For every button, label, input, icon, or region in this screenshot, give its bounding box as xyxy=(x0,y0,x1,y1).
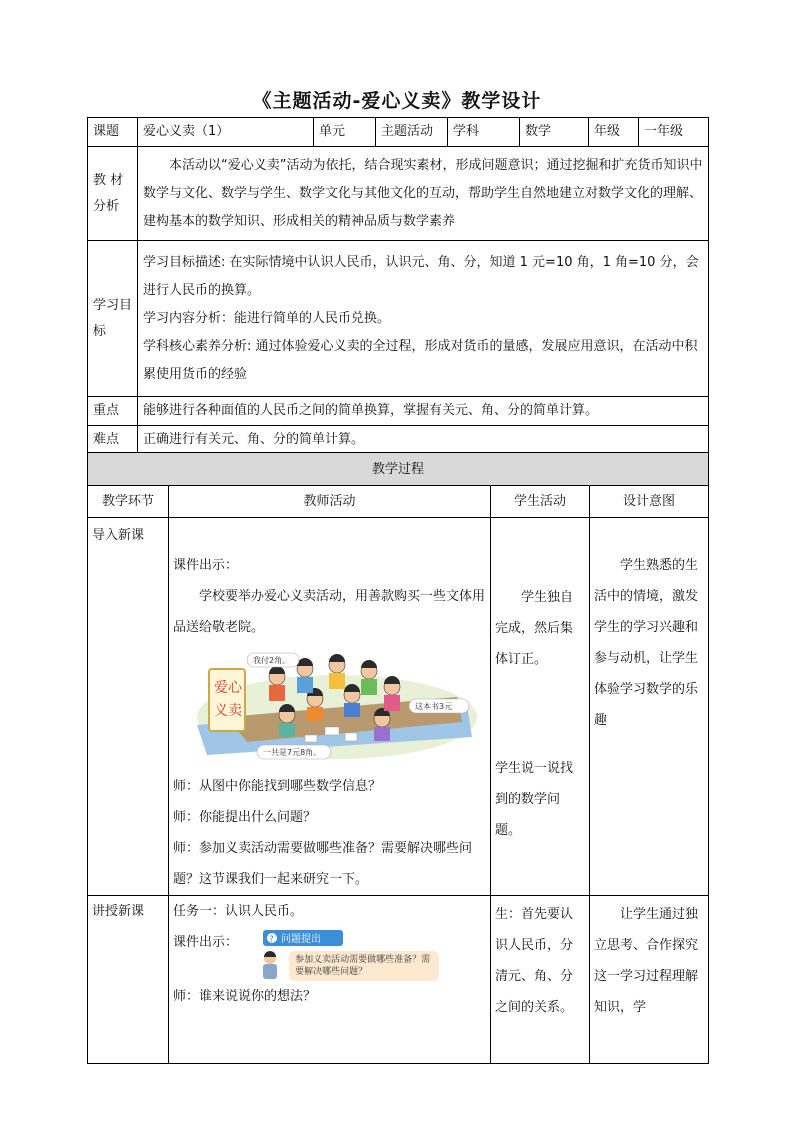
stage-intro: 导入新课 xyxy=(88,518,169,896)
student-activity-intro xyxy=(491,518,590,896)
question-tag xyxy=(263,930,343,946)
goals-cell xyxy=(138,241,709,397)
subject-value: 数学 xyxy=(520,118,589,147)
design-intent-intro xyxy=(590,518,709,896)
charity-sale-illustration xyxy=(187,647,477,765)
goals-label: 学习目标 xyxy=(88,241,138,397)
document-title: 《主题活动-爱心义卖》教学设计 xyxy=(252,90,542,112)
courseware-show-2: 课件出示： xyxy=(173,935,239,950)
scene-bubble-total: 一共是7元8角。 xyxy=(263,748,322,757)
question-tag-text: 问题提出 xyxy=(281,934,321,945)
stage-new-lesson: 讲授新课 xyxy=(88,896,169,1064)
teacher-question-3: 师：参加义卖活动需要做哪些准备？需要解决哪些问题？这节课我们一起来研究一下。 xyxy=(173,841,473,887)
topic-label: 课题 xyxy=(88,118,138,147)
unit-label: 单元 xyxy=(314,118,376,147)
key-point-text: 能够进行各种面值的人民币之间的简单换算，掌握有关元、角、分的简单计算。 xyxy=(138,397,709,426)
col-stage: 教学环节 xyxy=(88,486,169,518)
goals-content: 学习内容分析：能进行简单的人民币兑换。 xyxy=(143,310,391,326)
design-intent-new xyxy=(590,896,709,1064)
teacher-figure-icon xyxy=(257,951,283,981)
goals-description: 学习目标描述: 在实际情境中认识人民币，认识元、角、分，知道 1 元=10 角，1 角=10 分，会进行人民币的换算。 xyxy=(143,254,699,298)
teacher-question-1: 师：从图中你能找到哪些数学信息？ xyxy=(173,779,382,794)
question-mark-icon: ? xyxy=(269,935,274,945)
grade-label: 年级 xyxy=(589,118,639,147)
intent-new-text: 让学生通过独立思考、合作探究这一学习过程理解知识，学 xyxy=(594,907,699,1015)
student-intro-2: 学生说一说找到的数学问题。 xyxy=(495,761,574,838)
col-student: 学生活动 xyxy=(491,486,590,518)
courseware-show: 课件出示： xyxy=(173,558,239,573)
teacher-prompt: 师：谁来说说你的想法？ xyxy=(173,989,317,1004)
process-header: 教学过程 xyxy=(88,453,709,486)
difficulty-label: 难点 xyxy=(88,426,138,455)
student-intro-1: 学生独自完成，然后集体订正。 xyxy=(495,590,574,667)
analysis-label: 教 材分析 xyxy=(88,147,138,241)
col-teacher: 教师活动 xyxy=(169,486,491,518)
analysis-text: 本活动以“爱心义卖”活动为依托，结合现实素材，形成问题意识；通过挖掘和扩充货币知识中数学与文化、数学与学生、数学文化与其他文化的互动，帮助学生自然地建立对数学文化的理解、建构基本的数学知识、形成相关的精神品质与数学素养 xyxy=(138,147,709,241)
grade-value: 一年级 xyxy=(639,118,709,147)
scene-bubble-book: 这本书3元 xyxy=(415,702,453,711)
scenario-text: 学校要举办爱心义卖活动，用善款购买一些文体用品送给敬老院。 xyxy=(173,589,486,635)
task-one: 任务一：认识人民币。 xyxy=(173,904,304,919)
scene-bubble-pay: 我付2角。 xyxy=(253,656,291,665)
teacher-activity-intro xyxy=(169,518,491,896)
subject-label: 学科 xyxy=(448,118,520,147)
difficulty-text: 正确进行有关元、角、分的简单计算。 xyxy=(138,426,709,455)
teacher-question-2: 师：你能提出什么问题？ xyxy=(173,810,317,825)
question-row xyxy=(173,950,486,981)
topic-value: 爱心义卖（1） xyxy=(138,118,314,147)
intent-intro-text: 学生熟悉的生活中的情境，激发学生的学习兴趣和参与动机，让学生体验学习数学的乐趣 xyxy=(594,558,699,728)
student-activity-new xyxy=(491,896,590,1064)
unit-value: 主题活动 xyxy=(376,118,448,147)
teacher-activity-new xyxy=(169,896,491,1064)
scene-sign-line1: 爱心 xyxy=(214,680,242,696)
student-new-text: 生：首先要认识人民币，分清元、角、分之间的关系。 xyxy=(495,907,574,1015)
question-bubble: 参加义卖活动需要做哪些准备？需要解决哪些问题？ xyxy=(289,951,439,981)
info-table xyxy=(87,117,709,455)
col-intent: 设计意图 xyxy=(590,486,709,518)
key-point-label: 重点 xyxy=(88,397,138,426)
process-table xyxy=(87,452,709,1064)
scene-sign-line2: 义卖 xyxy=(214,703,242,719)
goals-literacy: 学科核心素养分析: 通过体验爱心义卖的全过程，形成对货币的量感，发展应用意识，在活动中积累使用货币的经验 xyxy=(143,338,698,382)
